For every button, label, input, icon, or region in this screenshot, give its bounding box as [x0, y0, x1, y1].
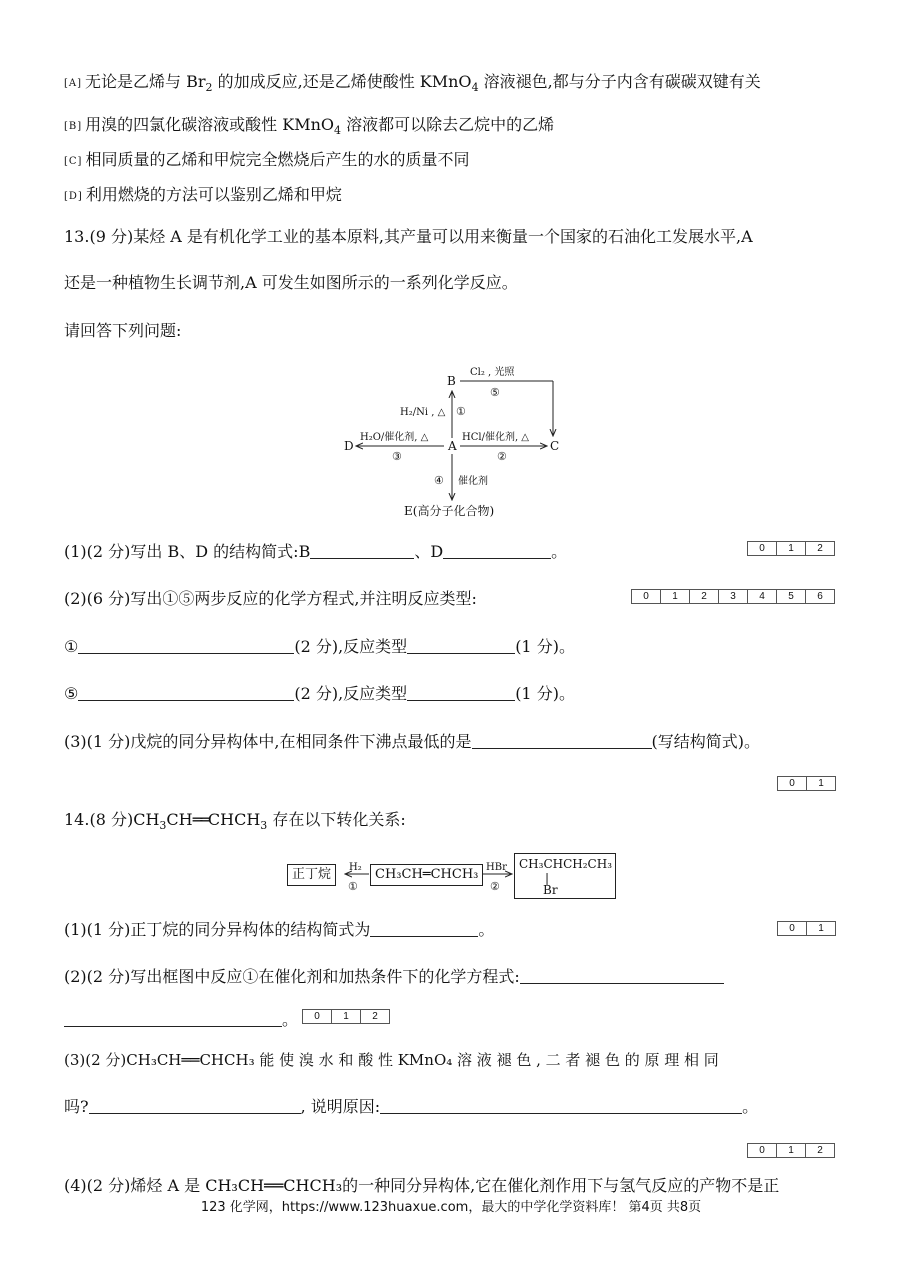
answer-blank-r1[interactable]: [78, 638, 294, 654]
q13-part1: (1)(2 分)写出 B、D 的结构简式:B 、D 。: [64, 542, 568, 561]
cond-ae: 催化剂: [458, 476, 488, 487]
option-tag: [D]: [64, 191, 83, 202]
answer-blank-d[interactable]: [443, 543, 551, 559]
q14-part2: (2)(2 分)写出框图中反应①在催化剂和加热条件下的化学方程式:: [64, 966, 724, 988]
answer-blank-b[interactable]: [310, 543, 414, 559]
node-b: B: [447, 374, 456, 388]
answer-blank-isomer[interactable]: [370, 921, 478, 937]
cond-ad: H₂O/催化剂, △: [360, 432, 429, 443]
q13-part2: (2)(6 分)写出①⑤两步反应的化学方程式,并注明反应类型:: [64, 589, 477, 608]
node-c: C: [550, 439, 560, 453]
answer-blank-same[interactable]: [89, 1098, 301, 1114]
q13-stem-line2: 还是一种植物生长调节剂,A 可发生如图所示的一系列化学反应。: [64, 273, 518, 292]
option-d: [D] 利用燃烧的方法可以鉴别乙烯和甲烷: [64, 185, 342, 204]
num-ac: ②: [497, 450, 507, 463]
q13-stem-line1: 13.(9 分)某烃 A 是有机化学工业的基本原料,其产量可以用来衡量一个国家的石油化工发展水平,A: [64, 227, 753, 246]
page-footer: 123 化学网，https://www.123huaxue.com，最大的中学化学资料库！ 第4页 共8页: [200, 1200, 702, 1215]
node-d: D: [344, 439, 354, 453]
node-a: A: [448, 439, 457, 453]
score-box-q13-3[interactable]: 0 1: [777, 776, 836, 791]
arrow2-num: ②: [490, 880, 500, 893]
arrow1-num: ①: [348, 880, 358, 893]
cond-bc: Cl₂ , 光照: [470, 367, 515, 378]
arrow1-reagent: H₂: [349, 862, 362, 873]
answer-blank-pentane[interactable]: [472, 733, 652, 749]
q13-reaction5: ⑤ (2 分),反应类型 (1 分)。: [64, 684, 575, 703]
arrow2-reagent: HBr: [486, 862, 507, 873]
num-ad: ③: [392, 450, 402, 463]
option-c: [C] 相同质量的乙烯和甲烷完全燃烧后产生的水的质量不同: [64, 150, 470, 169]
score-box-q14-3[interactable]: 0 1 2: [747, 1143, 835, 1158]
num-bc: ⑤: [490, 386, 500, 399]
answer-blank-eq1-cont[interactable]: [64, 1011, 282, 1027]
option-b: [B] 用溴的四氯化碳溶液或酸性 KMnO$_4$ 溶液都可以除去乙烷中的乙烯: [64, 115, 555, 138]
option-tag: [A]: [64, 78, 83, 89]
answer-blank-reason[interactable]: [380, 1098, 742, 1114]
box-butene: CH₃CH═CHCH₃: [370, 864, 483, 886]
num-ab: ①: [456, 405, 466, 418]
node-e: E(高分子化合物): [404, 504, 495, 518]
cond-ac: HCl/催化剂, △: [462, 432, 529, 443]
answer-blank-eq1[interactable]: [520, 968, 724, 984]
score-box-q14-1[interactable]: 0 1: [777, 921, 836, 936]
option-a: [A] 无论是乙烯与 $Br_2$ 的加成反应,还是乙烯使酸性 KMnO$_4$ 溶液褪色,都与分子内含有碳碳双键有关: [64, 72, 761, 95]
q14-part1: (1)(1 分)正丁烷的同分异构体的结构简式为 。: [64, 920, 495, 939]
q13-reaction1: ① (2 分),反应类型 (1 分)。: [64, 637, 575, 656]
box-butane: 正丁烷: [287, 864, 336, 886]
score-box-q13-1[interactable]: 0 1 2: [747, 541, 835, 556]
q13-part3: (3)(1 分)戊烷的同分异构体中,在相同条件下沸点最低的是 (写结构简式)。: [64, 732, 761, 751]
reaction-diagram: [0, 360, 902, 520]
answer-blank-r1-type[interactable]: [407, 638, 515, 654]
q14-part3-cont: 吗? , 说明原因: 。: [64, 1097, 759, 1116]
option-tag: [C]: [64, 156, 83, 167]
q14-part4: (4)(2 分)烯烃 A 是 CH₃CH══CHCH₃的一种同分异构体,它在催化剂作用下与氢气反应的产物不是正: [64, 1176, 780, 1195]
q14-part2-cont: 。: [64, 1009, 298, 1031]
score-box-q13-2[interactable]: 0 1 2 3 4 5 6: [631, 589, 835, 604]
num-ae: ④: [434, 474, 444, 487]
q14-arrows: [0, 850, 902, 910]
answer-blank-r5[interactable]: [78, 685, 294, 701]
q13-prompt: 请回答下列问题:: [64, 321, 182, 340]
score-box-q14-2[interactable]: 0 1 2: [302, 1009, 390, 1024]
box-bromobutane: CH₃CHCH₂CH₃ | Br: [514, 853, 616, 899]
option-tag: [B]: [64, 121, 83, 132]
q14-stem: 14.(8 分)$CH_3CH══CHCH_3$ 存在以下转化关系:: [64, 810, 406, 833]
cond-ab: H₂/Ni , △: [400, 407, 446, 418]
q14-part3: (3)(2 分)CH₃CH══CHCH₃ 能 使 溴 水 和 酸 性 KMnO₄ 溶 液 褪 色 , 二 者 褪 色 的 原 理 相 同: [64, 1051, 719, 1069]
answer-blank-r5-type[interactable]: [407, 685, 515, 701]
